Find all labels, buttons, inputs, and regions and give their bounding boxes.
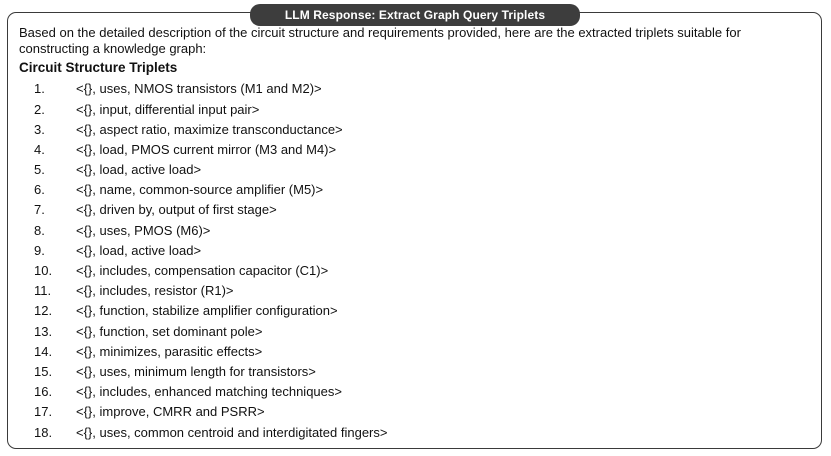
triplet-text: <{}, function, set dominant pole> xyxy=(76,323,263,339)
list-number: 3. xyxy=(34,121,45,137)
triplet-text: <{}, load, active load> xyxy=(76,242,202,258)
triplet-text: <{}, uses, PMOS (M6)> xyxy=(76,222,211,238)
list-item xyxy=(19,321,809,341)
triplet-text: <{}, input, differential input pair> xyxy=(76,101,260,117)
list-item xyxy=(19,422,809,442)
triplet-text: <{}, uses, common centroid and interdigitated fingers> xyxy=(76,424,388,440)
list-number: 13. xyxy=(34,323,53,339)
list-number: 12. xyxy=(34,303,53,319)
list-number: 10. xyxy=(34,263,53,279)
section-heading: Circuit Structure Triplets xyxy=(19,60,178,75)
list-number: 4. xyxy=(34,141,45,157)
list-number: 11. xyxy=(34,283,52,299)
list-number: 17. xyxy=(34,404,53,420)
triplet-text: <{}, aspect ratio, maximize transconductance> xyxy=(76,121,343,137)
triplet-list xyxy=(19,79,809,442)
triplet-text: <{}, name, common-source amplifier (M5)> xyxy=(76,182,324,198)
list-number: 5. xyxy=(34,162,45,178)
list-number: 7. xyxy=(34,202,45,218)
list-number: 15. xyxy=(34,363,53,379)
intro-paragraph: Based on the detailed description of the circuit structure and requirements provided, here are the extracted triplets suitable for constructing a knowledge graph: xyxy=(19,25,741,56)
list-item xyxy=(19,301,809,321)
list-number: 16. xyxy=(34,384,53,400)
list-number: 18. xyxy=(34,424,53,440)
triplet-text: <{}, function, stabilize amplifier configuration> xyxy=(76,303,338,319)
triplet-text: <{}, minimizes, parasitic effects> xyxy=(76,343,263,359)
triplet-text: <{}, includes, enhanced matching techniques> xyxy=(76,384,342,400)
list-item xyxy=(19,99,809,119)
triplet-text: <{}, uses, NMOS transistors (M1 and M2)> xyxy=(76,81,322,97)
list-item xyxy=(19,220,809,240)
list-item xyxy=(19,402,809,422)
list-number: 9. xyxy=(34,242,45,258)
list-item xyxy=(19,140,809,160)
list-item xyxy=(19,241,809,261)
triplet-text: <{}, driven by, output of first stage> xyxy=(76,202,277,218)
list-number: 14. xyxy=(34,343,53,359)
triplet-text: <{}, load, PMOS current mirror (M3 and M4)> xyxy=(76,141,337,157)
triplet-text: <{}, load, active load> xyxy=(76,162,202,178)
panel-title: LLM Response: Extract Graph Query Triplets xyxy=(250,4,580,26)
list-item xyxy=(19,341,809,361)
triplet-text: <{}, includes, resistor (R1)> xyxy=(76,283,234,299)
list-item xyxy=(19,180,809,200)
list-number: 2. xyxy=(34,101,45,117)
list-item xyxy=(19,79,809,99)
list-number: 8. xyxy=(34,222,45,238)
list-item xyxy=(19,160,809,180)
list-item xyxy=(19,119,809,139)
triplet-text: <{}, includes, compensation capacitor (C1)> xyxy=(76,263,329,279)
list-item xyxy=(19,362,809,382)
list-item xyxy=(19,200,809,220)
triplet-text: <{}, improve, CMRR and PSRR> xyxy=(76,404,265,420)
list-number: 6. xyxy=(34,182,45,198)
list-item xyxy=(19,382,809,402)
list-item xyxy=(19,261,809,281)
response-content xyxy=(19,25,809,442)
triplet-text: <{}, uses, minimum length for transistors> xyxy=(76,363,316,379)
list-number: 1. xyxy=(34,81,45,97)
list-item xyxy=(19,281,809,301)
